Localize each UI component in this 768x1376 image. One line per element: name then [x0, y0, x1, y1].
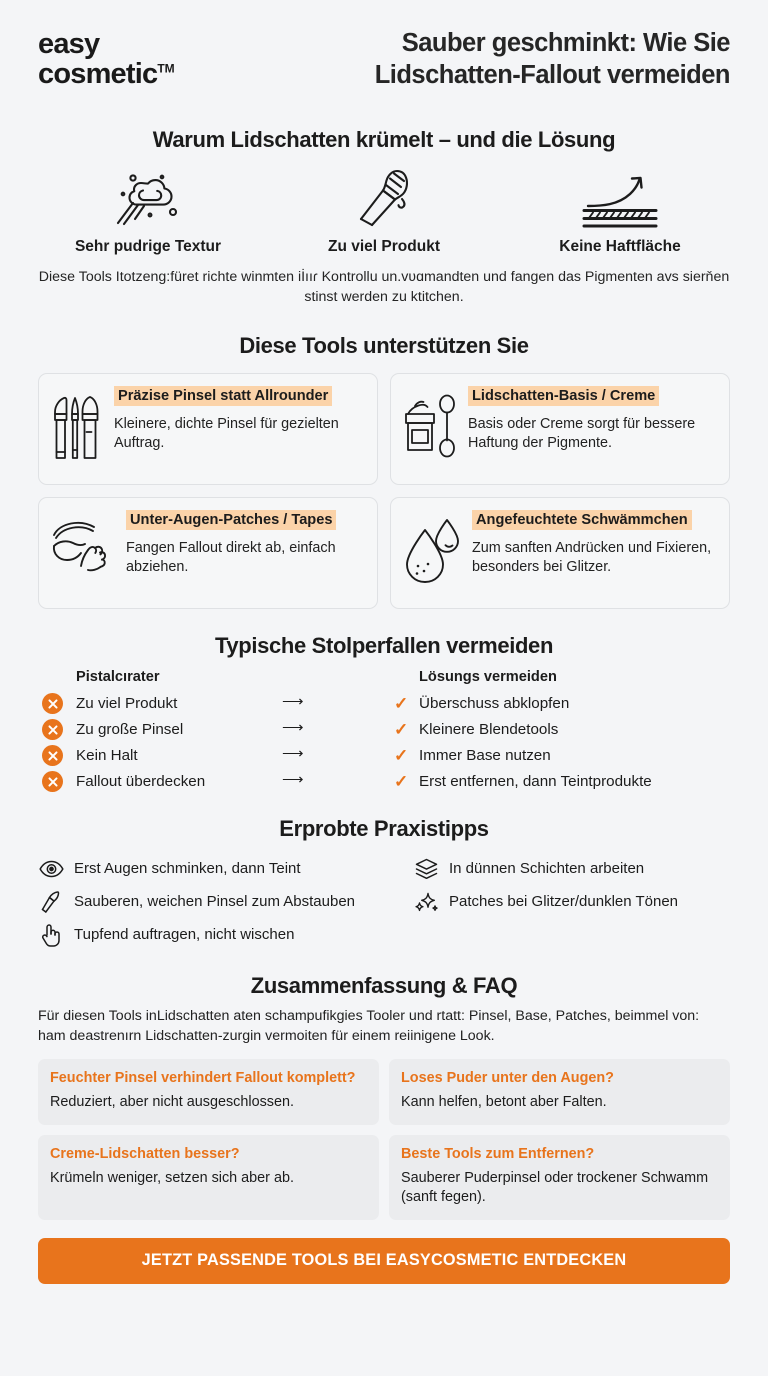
makeup-brushes-icon — [50, 386, 104, 466]
tip-item — [38, 918, 413, 951]
tapping-hand-icon — [38, 923, 64, 947]
tool-card[interactable] — [390, 373, 730, 485]
faq-question: Loses Puder unter den Augen? — [401, 1070, 614, 1087]
check-icon: ✓ — [394, 745, 409, 765]
pitfalls-solution-column — [394, 669, 726, 794]
cream-jar-swab-icon — [402, 386, 458, 462]
tool-card-title: Unter-Augen-Patches / Tapes — [126, 510, 336, 530]
cause-label: Zu viel Produkt — [328, 238, 440, 256]
powder-cloud-icon — [30, 167, 266, 229]
tool-card[interactable] — [38, 373, 378, 485]
tool-card-body — [468, 386, 718, 453]
pitfalls-problem-header: Pistalcırater — [76, 669, 160, 686]
solution-row — [394, 768, 726, 794]
summary-section-title: Zusammenfassung & FAQ — [250, 973, 518, 999]
tip-text: Sauberen, weichen Pinsel zum Abstauben — [74, 893, 356, 911]
check-icon: ✓ — [394, 719, 409, 739]
pitfall-solution: Immer Base nutzen — [419, 746, 551, 764]
tool-card-text: Fangen Fallout direkt ab, einfach abziehen. — [126, 540, 336, 576]
tool-card-body — [472, 510, 718, 577]
cause-label: Keine Haftfläche — [559, 238, 681, 256]
tip-text: In dünnen Schichten arbeiten — [449, 860, 645, 878]
tool-card-body — [114, 386, 366, 453]
tip-item — [413, 885, 730, 918]
headline-line-2: Lidschatten-Fallout vermeiden — [374, 60, 730, 89]
trademark-symbol: TM — [157, 60, 175, 75]
solution-row — [394, 690, 726, 716]
eye-icon — [38, 860, 64, 878]
water-droplet-sponge-icon — [402, 510, 462, 586]
solution-row — [394, 716, 726, 742]
tool-card-title: Präzise Pinsel statt Allrounder — [114, 386, 332, 406]
tool-card[interactable] — [38, 497, 378, 609]
headline-line-1: Sauber geschminkt: Wie Sie — [401, 29, 730, 57]
no-adhesion-arrow-icon — [502, 167, 738, 229]
tools-section-title: Diese Tools unterstützen Sie — [239, 333, 529, 359]
faq-question: Beste Tools zum Entfernen? — [401, 1146, 595, 1163]
tip-text: Tupfend auftragen, nicht wischen — [74, 926, 295, 944]
tips-left-column — [38, 852, 413, 951]
pitfall-problem: Kein Halt — [76, 746, 138, 764]
brand-logo — [38, 30, 238, 89]
brand-line-2: cosmetic — [38, 57, 158, 90]
cause-label: Sehr pudrige Textur — [74, 238, 222, 256]
faq-item[interactable] — [389, 1059, 730, 1125]
pitfall-solution: Erst entfernen, dann Teintprodukte — [419, 772, 652, 790]
cross-icon — [42, 693, 63, 714]
pitfalls-table — [20, 669, 748, 794]
pitfalls-problem-column — [42, 669, 394, 794]
tips-right-column — [413, 852, 730, 951]
sparkles-icon — [413, 890, 439, 914]
brush-too-much-product-icon — [266, 167, 502, 229]
causes-section-title: Warum Lidschatten krümelt – und die Lösung — [152, 127, 616, 153]
faq-item[interactable] — [38, 1135, 379, 1220]
soft-brush-icon — [38, 890, 64, 914]
causes-intro-paragraph: Diese Tools Itotzeng:füret richte winmten iİııɾ Kontrollu un.vʋɑmandten und fangen das Pigmenten avs sierňen stinst werden zu ktitchen. — [38, 269, 730, 305]
pitfall-row — [42, 768, 394, 794]
cross-icon — [42, 719, 63, 740]
tips-section-title: Erprobte Praxistipps — [279, 816, 489, 842]
tools-card-grid — [20, 373, 748, 609]
pitfall-solution: Kleinere Blendetools — [419, 720, 559, 738]
pitfall-problem: Zu viel Produkt — [76, 694, 178, 712]
tool-card-title: Angefeuchtete Schwämmchen — [472, 510, 692, 530]
brand-line-1: easy — [38, 28, 100, 61]
tip-item — [413, 852, 730, 885]
cause-item — [502, 167, 738, 256]
tool-card-title: Lidschatten-Basis / Creme — [468, 386, 659, 406]
page-header — [20, 0, 748, 101]
tips-grid — [20, 852, 748, 951]
tip-text: Patches bei Glitzer/dunklen Tönen — [449, 893, 679, 911]
summary-paragraph: Für diesen Tools inLidschatten aten schampufikgies Tooler und rtatt: Pinsel, Base, Patches, beimmel von: ham deastrenırn Lidschatten-zurgin vermoiten für einem reiinigene Look. — [38, 1008, 700, 1045]
pitfall-problem: Fallout überdecken — [76, 772, 206, 790]
faq-question: Feuchter Pinsel verhindert Fallout komplett? — [50, 1070, 356, 1087]
pitfalls-section-title: Typische Stolperfallen vermeiden — [214, 633, 554, 659]
arrow-right-icon: ⟶ — [282, 693, 303, 711]
faq-answer: Krümeln weniger, setzen sich aber ab. — [50, 1170, 294, 1187]
faq-answer: Sauberer Puderpinsel oder trockener Schwamm (sanft fegen). — [401, 1170, 709, 1206]
arrow-right-icon: ⟶ — [282, 771, 303, 789]
page-title — [252, 28, 730, 91]
pitfall-solution: Überschuss abklopfen — [419, 694, 570, 712]
pitfall-row — [42, 716, 394, 742]
faq-item[interactable] — [389, 1135, 730, 1220]
tool-card-text: Zum sanften Andrücken und Fixieren, besonders bei Glitzer. — [472, 540, 712, 576]
arrow-right-icon: ⟶ — [282, 719, 303, 737]
tip-item — [38, 852, 413, 885]
tool-card-text: Kleinere, dichte Pinsel für gezielten Auftrag. — [114, 416, 339, 452]
check-icon: ✓ — [394, 771, 409, 791]
tip-item — [38, 885, 413, 918]
tool-card[interactable] — [390, 497, 730, 609]
pitfall-problem: Zu große Pinsel — [76, 720, 184, 738]
pitfall-row — [42, 690, 394, 716]
pitfall-row — [42, 742, 394, 768]
under-eye-patch-icon — [50, 510, 116, 582]
faq-grid — [20, 1059, 748, 1220]
pitfalls-solution-header: Lösungs vermeiden — [419, 669, 557, 686]
causes-row — [20, 167, 748, 256]
faq-item[interactable] — [38, 1059, 379, 1125]
tool-card-text: Basis oder Creme sorgt für bessere Haftung der Pigmente. — [468, 416, 696, 452]
faq-answer: Kann helfen, betont aber Falten. — [401, 1094, 607, 1111]
cta-button[interactable]: JETZT PASSENDE TOOLS BEI EASYCOSMETIC ENTDECKEN — [38, 1238, 730, 1284]
cross-icon — [42, 745, 63, 766]
arrow-right-icon: ⟶ — [282, 745, 303, 763]
cross-icon — [42, 771, 63, 792]
tool-card-body — [126, 510, 366, 577]
solution-row — [394, 742, 726, 768]
layers-icon — [413, 858, 439, 880]
faq-answer: Reduziert, aber nicht ausgeschlossen. — [50, 1094, 294, 1111]
cause-item — [266, 167, 502, 256]
tip-text: Erst Augen schminken, dann Teint — [74, 860, 301, 878]
cause-item — [30, 167, 266, 256]
faq-question: Creme-Lidschatten besser? — [50, 1146, 240, 1163]
check-icon: ✓ — [394, 693, 409, 713]
